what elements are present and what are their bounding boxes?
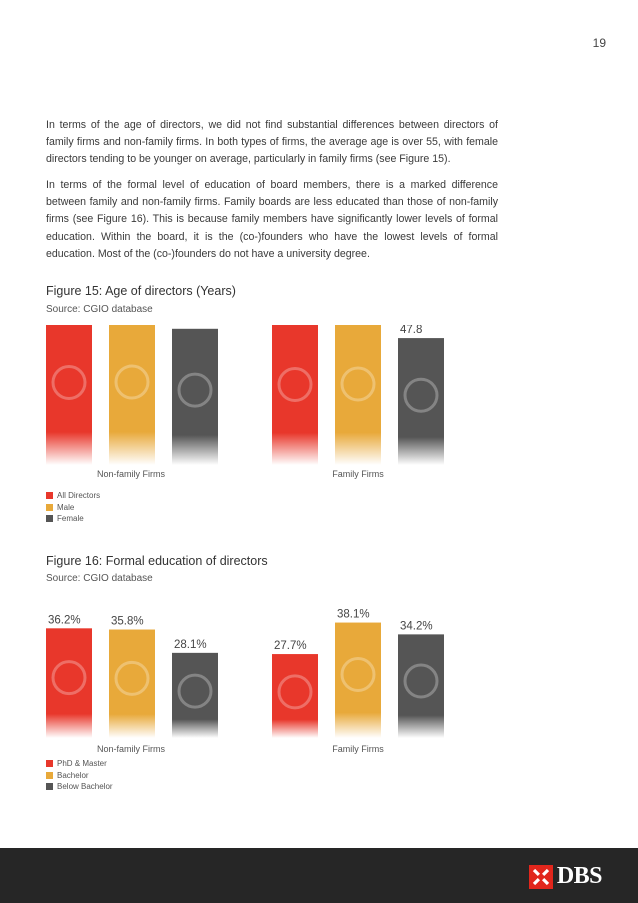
bar-all-directors-non-family-firms xyxy=(46,325,92,465)
dbs-logo xyxy=(529,863,602,890)
data-label: 38.1% xyxy=(337,608,370,621)
legend-swatch xyxy=(46,492,53,499)
bar-male-family-firms xyxy=(335,325,381,465)
figure-16-title: Figure 16: Formal education of directors xyxy=(46,554,268,568)
legend-item xyxy=(46,770,113,782)
bar-all-directors-family-firms xyxy=(272,325,318,465)
legend-item xyxy=(46,490,100,502)
category-label: Family Firms xyxy=(332,744,384,754)
legend-swatch xyxy=(46,760,53,767)
data-label: 28.1% xyxy=(174,638,207,651)
figure-15-legend xyxy=(46,490,100,525)
legend-label: Male xyxy=(57,502,75,512)
legend-swatch xyxy=(46,515,53,522)
figure-15-title: Figure 15: Age of directors (Years) xyxy=(46,284,236,298)
data-label: 47.8 xyxy=(400,325,423,337)
legend-label: Below Bachelor xyxy=(57,782,113,792)
legend-label: PhD & Master xyxy=(57,759,107,769)
data-label: 35.8% xyxy=(111,615,144,628)
figure-15-chart xyxy=(0,325,638,495)
category-label: Family Firms xyxy=(332,469,384,479)
legend-label: Bachelor xyxy=(57,770,89,780)
paragraph-age: In terms of the age of directors, we did not find substantial differences between directors of family firms and non-family firms. In both types of firms, the average age is over 55, with female directors tending to be younger on average, particularly in family firms (see Figure 15). xyxy=(46,119,498,166)
data-label: 36.2% xyxy=(48,614,81,627)
dbs-x-mark-icon xyxy=(529,865,553,889)
category-label: Non-family Firms xyxy=(96,469,166,479)
paragraph-education: In terms of the formal level of education of board members, there is a marked difference between family and non-family firms. Family boards are less educated than those of non-family firms (see Figure 16). This is because family members have significantly lower levels of formal education. Within the board, it is the (co-)founders who have the lowest levels of formal education. Most of the (co-)founders do not have a university degree. xyxy=(46,179,498,260)
data-label: 27.7% xyxy=(274,640,307,653)
category-label: Non-family Firms xyxy=(96,744,166,754)
figure-16-chart xyxy=(0,590,638,760)
bar-male-non-family-firms xyxy=(109,325,155,465)
legend-item xyxy=(46,513,100,525)
legend-item xyxy=(46,502,100,514)
data-label xyxy=(174,325,196,327)
legend-item xyxy=(46,758,113,770)
footer-bar xyxy=(0,848,638,903)
figure-15-source: Source: CGIO database xyxy=(46,304,153,315)
legend-label: All Directors xyxy=(57,491,101,501)
legend-swatch xyxy=(46,783,53,790)
figure-16-legend xyxy=(46,758,113,793)
legend-swatch xyxy=(46,504,53,511)
figure-16-source: Source: CGIO database xyxy=(46,573,153,584)
data-label: 34.2% xyxy=(400,620,433,633)
dbs-logo-text: DBS xyxy=(556,863,602,889)
page-number: 19 xyxy=(592,36,606,50)
legend-label: Female xyxy=(57,514,84,524)
legend-swatch xyxy=(46,772,53,779)
legend-item xyxy=(46,781,113,793)
